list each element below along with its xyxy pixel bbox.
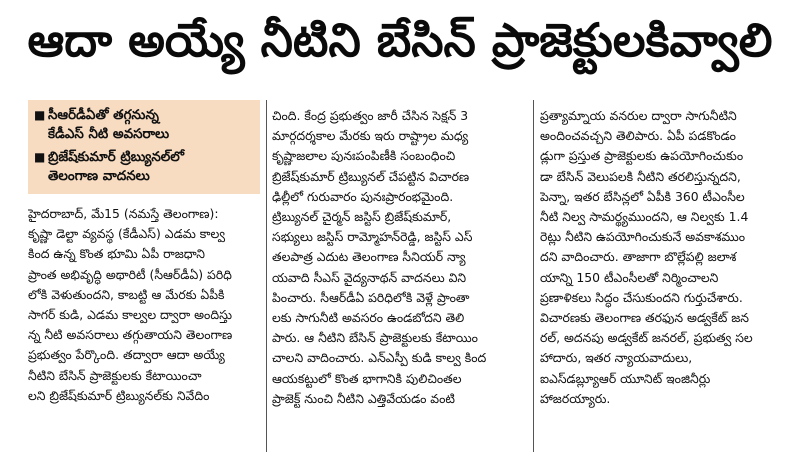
text-line: కృష్ణాజలాల పునఃపంపిణీకి సంబంధించి <box>272 148 456 164</box>
text-line: ప్రత్యామ్నాయ వనరుల ద్వారా సాగునీటిని <box>540 108 737 123</box>
text-line: లోకి వెళుతుందని, కాబట్టి ఆ మేరకు ఏపీకి <box>28 286 225 302</box>
text-line: చాలని వాదించారు. ఎన్ఎస్పీ కుడి కాల్వ కింద <box>272 350 487 366</box>
text-line: రల్, అదనపు అడ్వకేట్ జనరల్, ప్రభుత్వ సల <box>540 330 753 346</box>
text-line: హాజరయ్యారు. <box>540 390 611 406</box>
text-line: ఆయకట్టులో కొంత భాగానికి పులిచింతల <box>272 370 462 386</box>
text-line: చింది. కేంద్ర ప్రభుత్వం జారీ చేసిన సెక్షన్ 3 <box>272 108 469 123</box>
text-line: నీటి నిల్వ సామర్థ్యముందని, ఆ నిల్వకు 1.4 <box>540 209 749 225</box>
text-line: ప్రాంత అభివృద్ధి అథారిటీ (సీఆర్‌డీఏ) పరిధి <box>28 266 232 282</box>
text-line: ఐఎస్‌డబ్ల్యూఆర్ యూనిట్ ఇంజినీర్లు <box>540 370 711 386</box>
text-line: హాదారు, ఇతర న్యాయవాదులు, <box>540 350 693 366</box>
text-line: రెట్లు నీటిని ఉపయోగించుకునే అవకాశముం <box>540 229 746 245</box>
text-line: ట్రిబ్యునల్ చైర్మన్ జస్టిస్ బ్రిజేష్‌కుమార్, <box>272 209 452 225</box>
text-line: యాన్ని 150 టీఎంసీలతో నిర్మించాలని <box>540 269 719 285</box>
highlight-line: సీఆర్‌డీఏతో తగ్గనున్న <box>48 108 159 123</box>
column-divider <box>266 100 267 452</box>
text-line: డ్లుగా ప్రస్తుత ప్రాజెక్టులకు ఉపయోగించుకుం <box>540 148 744 164</box>
bullet-icon: ■ <box>34 150 46 164</box>
text-line: లని బ్రిజేష్‌కుమార్ ట్రిబ్యునల్‌కు నివేదిం <box>28 387 210 403</box>
highlight-line: తెలంగాణ వాదనలు <box>48 169 150 184</box>
text-line: ప్రణాళికలు సిద్ధం చేసుకుందని గుర్తుచేశారు. <box>540 289 743 305</box>
text-line: పించారు. సీఆర్‌డీఏ పరిధిలోకి వెళ్లే ప్రాంతా <box>272 289 470 305</box>
dateline: హైదరాబాద్, మే15 (నమస్తే తెలంగాణ): <box>28 206 219 221</box>
highlight-item <box>34 148 254 186</box>
text-line: డా బేసిన్ వెలుపలకి నీటిని తరలిస్తున్నదని, <box>540 168 741 184</box>
text-line: పారు. ఆ నీటిని బేసిన్ ప్రాజెక్టులకు కేటాయిం <box>272 330 478 346</box>
text-line: ఢిల్లీలో గురువారం పునఃప్రారంభమైంది. <box>272 188 454 204</box>
column-2 <box>272 106 528 409</box>
text-line: కింద ఉన్న కొంత భూమి ఏపీ రాజధాని <box>28 246 205 262</box>
text-line: సాగర్ కుడి, ఎడమ కాల్వల ద్వారా అందిస్తు <box>28 307 233 323</box>
highlight-line: కేడీఎస్ నీటి అవసరాలు <box>48 127 170 142</box>
text-line: అందించవచ్చని తెలిపారు. ఏపీ పడకొండం <box>540 128 736 144</box>
text-line: లకు సాగునీటి అవసరం ఉండబోదని తెలి <box>272 310 465 326</box>
headline: ఆదా అయ్యే నీటిని బేసిన్ ప్రాజెక్టులకివ్వాలి <box>27 13 773 67</box>
column-1 <box>28 92 260 406</box>
text-line: నీటిని బేసిన్ ప్రాజెక్టులకు కేటాయించా <box>28 367 202 383</box>
text-line: మార్గదర్శకాల మేరకు ఇరు రాష్ట్రాల మధ్య <box>272 128 469 144</box>
highlights-box <box>28 100 260 194</box>
highlight-line: బ్రిజేష్‌కుమార్ ట్రిబ్యునల్‌లో <box>48 150 185 165</box>
text-line: పెన్నా, ఇతర బేసిన్లలో ఏపీకి 360 టీఎంసీల <box>540 188 745 204</box>
column-divider <box>533 100 534 452</box>
column-3 <box>540 106 790 409</box>
text-line: యవాది సీఎస్ వైద్యనాథన్ వాదనలు విని <box>272 269 467 285</box>
bullet-icon: ■ <box>34 108 46 122</box>
text-line: కృష్ణా డెల్టా వ్యవస్థ (కేడీఎస్) ఎడమ కాల్వ <box>28 226 225 242</box>
text-line: బ్రిజేష్‌కుమార్ ట్రిబ్యునల్ చేపట్టిన విచారణ <box>272 168 470 184</box>
text-line: ప్రభుత్వం పేర్కొంది. తద్వారా ఆదా అయ్యే <box>28 347 225 363</box>
text-line: ప్రాజెక్ట్ నుంచి నీటిని ఎత్తివేయడం వంటి <box>272 390 455 406</box>
highlight-item <box>34 106 254 144</box>
text-line: తలపాత్ర ఎదుట తెలంగాణ సీనియర్ న్యా <box>272 249 466 265</box>
text-line: న్న నీటి అవసరాలు తగ్గుతాయని తెలంగాణ <box>28 327 233 343</box>
text-line: సభ్యులు జస్టిస్ రామ్మోహన్‌రెడ్డి, జస్టిస్ ఎస్ <box>272 229 473 245</box>
text-line: దని వాదించారు. తాజాగా బొల్లేపల్లి జలాశ <box>540 249 737 265</box>
text-line: విచారణకు తెలంగాణ తరఫున అడ్వకేట్ జన <box>540 310 749 326</box>
